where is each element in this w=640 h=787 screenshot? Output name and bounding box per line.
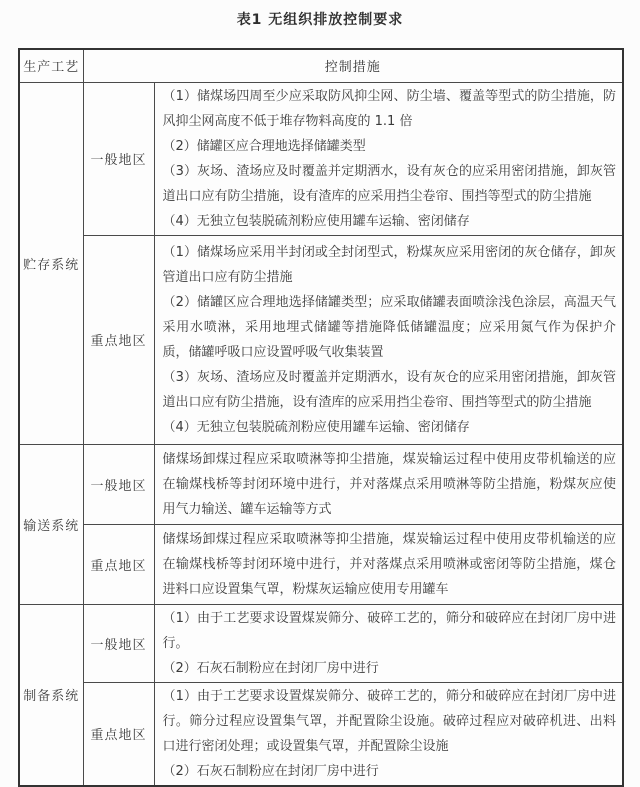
measure-item: 储煤场卸煤过程应采取喷淋等抑尘措施，煤炭输运过程中使用皮带机输送的应在输煤栈桥等封闭环境中进行，并对落煤点采用喷淋或密闭等防尘措施，煤仓进料口应设置集气罩，粉煤灰运输应使用专用罐车: [162, 531, 617, 597]
measure-item: （4）无独立包装脱硫剂粉应使用罐车运输、密闭储存: [162, 213, 470, 229]
area-cell-key: 重点地区: [83, 682, 154, 786]
measure-item: （2）石灰石制粉应在封闭厂房中进行: [162, 763, 379, 779]
measure-item: （2）储罐区应合理地选择储罐类型；应采取储罐表面喷涂浅色涂层，高温天气采用水喷淋，采用地埋式储罐等措施降低储罐温度；应采用氮气作为保护介质，储罐呼吸口应设置呼吸气收集装置: [162, 294, 617, 360]
measures-cell: [154, 524, 623, 604]
measure-item: （1）储煤场应采用半封闭或全封闭型式，粉煤灰应采用密闭的灰仓储存，卸灰管道出口应有防尘措施: [162, 244, 617, 285]
table-row: [19, 444, 623, 524]
measure-item: （3）灰场、渣场应及时覆盖并定期洒水，设有灰仓的应采用密闭措施，卸灰管道出口应有防尘措施，设有渣库的应采用挡尘卷帘、围挡等型式的防尘措施: [162, 369, 617, 410]
measures-cell: [154, 604, 623, 682]
table-header-row: [19, 49, 623, 82]
measures-cell: [154, 82, 623, 235]
area-cell-key: 重点地区: [83, 235, 154, 444]
area-cell-general: 一般地区: [83, 604, 154, 682]
system-cell-transport: 输送系统: [19, 444, 83, 604]
measure-item: 储煤场卸煤过程应采取喷淋等抑尘措施，煤炭输运过程中使用皮带机输送的应在输煤栈桥等封闭环境中进行，并对落煤点采用喷淋等防尘措施，粉煤灰应使用气力输送、罐车运输等方式: [162, 451, 617, 517]
measures-cell: [154, 682, 623, 786]
system-cell-preparation: 制备系统: [19, 604, 83, 786]
measures-cell: [154, 235, 623, 444]
measure-item: （4）无独立包装脱硫剂粉应使用罐车运输、密闭储存: [162, 419, 470, 435]
table-row: [19, 604, 623, 682]
table-row: [19, 82, 623, 235]
system-cell-storage: 贮存系统: [19, 82, 83, 444]
table-row: [19, 235, 623, 444]
emission-control-table: [18, 48, 624, 787]
measure-item: （1）由于工艺要求设置煤炭筛分、破碎工艺的，筛分和破碎应在封闭厂房中进行。: [162, 610, 617, 651]
table-title: 表1 无组织排放控制要求: [236, 12, 404, 28]
area-cell-general: 一般地区: [83, 444, 154, 524]
area-cell-general: 一般地区: [83, 82, 154, 235]
measure-item: （2）储罐区应合理地选择储罐类型: [162, 138, 366, 154]
header-production-process: 生产工艺: [19, 49, 83, 82]
header-control-measures: 控制措施: [83, 49, 623, 82]
measure-item: （1）由于工艺要求设置煤炭筛分、破碎工艺的，筛分和破碎应在封闭厂房中进行。筛分过程应设置集气罩，并配置除尘设施。破碎过程应对破碎机进、出料口进行密闭处理；或设置集气罩，并配置除尘设施: [162, 688, 617, 754]
measure-item: （2）石灰石制粉应在封闭厂房中进行: [162, 660, 379, 676]
measures-cell: [154, 444, 623, 524]
measure-item: （1）储煤场四周至少应采取防风抑尘网、防尘墙、覆盖等型式的防尘措施，防风抑尘网高度不低于堆存物料高度的 1.1 倍: [162, 88, 617, 129]
area-cell-key: 重点地区: [83, 524, 154, 604]
measure-item: （3）灰场、渣场应及时覆盖并定期洒水，设有灰仓的应采用密闭措施，卸灰管道出口应有防尘措施，设有渣库的应采用挡尘卷帘、围挡等型式的防尘措施: [162, 163, 617, 204]
table-row: [19, 682, 623, 786]
table-row: [19, 524, 623, 604]
